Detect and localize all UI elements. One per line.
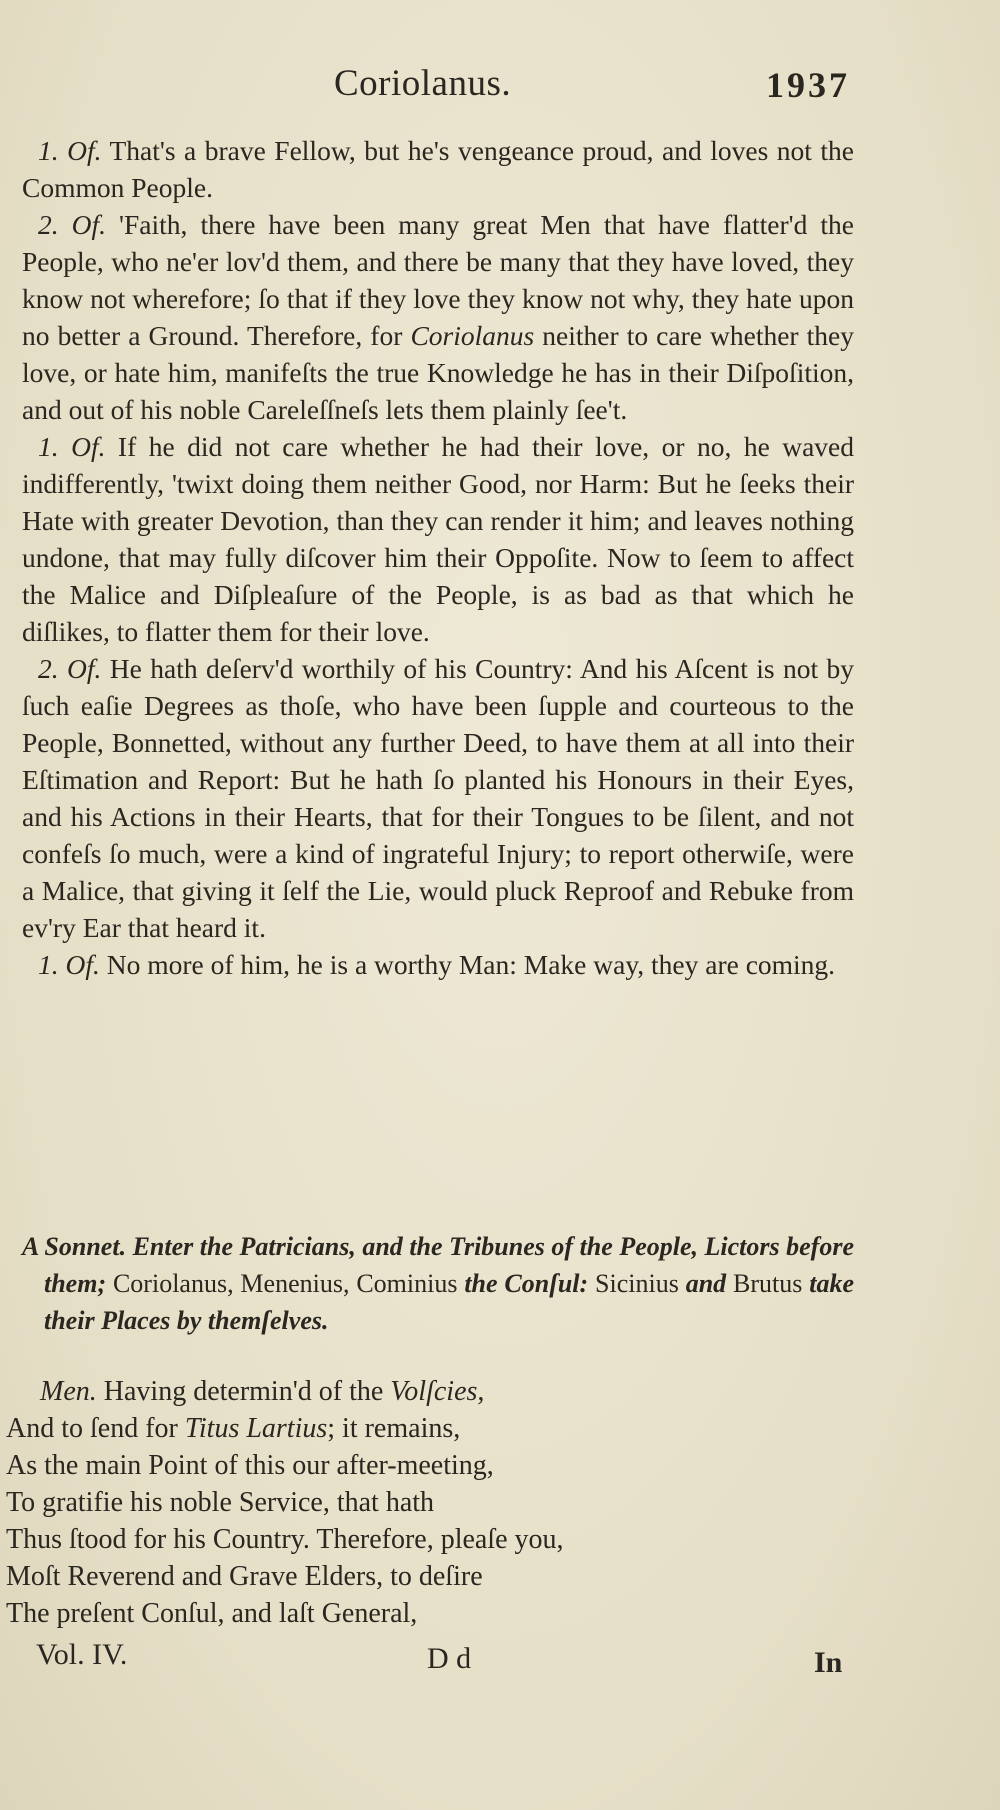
volume-label: Vol. IV. [36,1638,128,1671]
verse-text: And to ſend for [6,1413,185,1444]
verse-line: As the main Point of this our after-meeting, [6,1450,494,1481]
speech-paragraph [22,650,854,946]
verse-line [6,1373,846,1410]
verse-line: To gratifie his noble Service, that hath [6,1487,435,1518]
direction-part: and [685,1269,727,1298]
direction-part: Sicinius [588,1269,686,1298]
verse-line: Thus ſtood for his Country. Therefore, pleaſe you, [6,1524,564,1555]
speech-text: neither to care whether they love, or hate him, manifeſts the true Knowledge he has in their Diſpoſition, and out of his noble Careleſſneſs lets them plainly ſee't. [22,320,855,425]
verse-line: The preſent Conſul, and laſt General, [6,1598,418,1629]
speech-text: If he did not care whether he had their love, or no, he waved indifferently, 'twixt doing them neither Good, nor Harm: But he ſeeks their Hate with greater Devotion, than they can render it him; and leaves nothing undone, that may fully diſcover him their Oppoſite. Now to ſeem to affect the Malice and Diſpleaſure of the People, is as bad as that which he diſlikes, to flatter them for their love. [22,431,855,647]
verse-italic-name: Titus Lartius [184,1413,328,1444]
page-number: 1937 [766,65,850,105]
speech-text: 'Faith, there have been many great Men that have flatter'd the People, who ne'er lov'd them, and there be many that they have loved, they know not wherefore; ſo that if they love they know not why, they hate upon no better a Ground. Therefore, for [22,209,854,351]
verse-line [6,1410,846,1447]
direction-part: A Sonnet. [22,1232,127,1261]
direction-part: Coriolanus, Menenius, Cominius [106,1269,465,1298]
verse-text: ; it remains, [327,1413,461,1444]
speaker-label: Men. [40,1376,97,1407]
direction-part: take their Places by themſelves. [44,1269,855,1335]
page-footer [0,1638,1000,1678]
speech-italic-name: Coriolanus [410,320,535,351]
direction-part: the Conſul: [464,1269,589,1298]
speech-paragraph [22,428,854,650]
speech-text: No more of him, he is a worthy Man: Make way, they are coming. [99,949,836,980]
verse-line: Moſt Reverend and Grave Elders, to deſire [6,1561,483,1592]
dialogue-prose [22,132,854,983]
stage-direction [22,1228,854,1339]
speech-text: That's a brave Fellow, but he's vengeance proud, and loves not the Common People. [22,135,854,203]
speaker-label: 1. Of. [38,135,102,166]
speech-paragraph [22,132,854,206]
verse-speech [6,1373,846,1632]
catchword: In [814,1646,843,1679]
direction-part: Enter the Patricians, and the Tribunes of the People, Lictors before them; [44,1232,854,1298]
speech-text: He hath deſerv'd worthily of his Country: And his Aſcent is not by ſuch eaſie Degrees as thoſe, who have been ſupple and courteous to the People, Bonnetted, without any further Deed, to have them at all into their Eſtimation and Report: But he hath ſo planted his Honours in their Eyes, and his Actions in their Hearts, that for their Tongues to be ſilent, and not confeſs ſo much, were a kind of ingrateful Injury; to report otherwiſe, were a Malice, that giving it ſelf the Lie, would pluck Reproof and Rebuke from ev'ry Ear that heard it. [22,653,855,943]
stage-direction-text [22,1228,854,1339]
direction-part: Brutus [726,1269,810,1298]
signature-mark: D d [427,1642,472,1675]
speaker-label: 2. Of. [38,653,102,684]
verse-text: Having determin'd of the [96,1376,391,1407]
speaker-label: 1. Of. [38,431,106,462]
speaker-label: 1. Of. [38,949,100,980]
speech-paragraph [22,206,854,428]
speaker-label: 2. Of. [38,209,107,240]
running-title: Coriolanus. [334,63,512,104]
speech-paragraph [22,946,854,983]
verse-italic-name: Volſcies, [390,1376,485,1407]
page-header [0,62,1000,112]
